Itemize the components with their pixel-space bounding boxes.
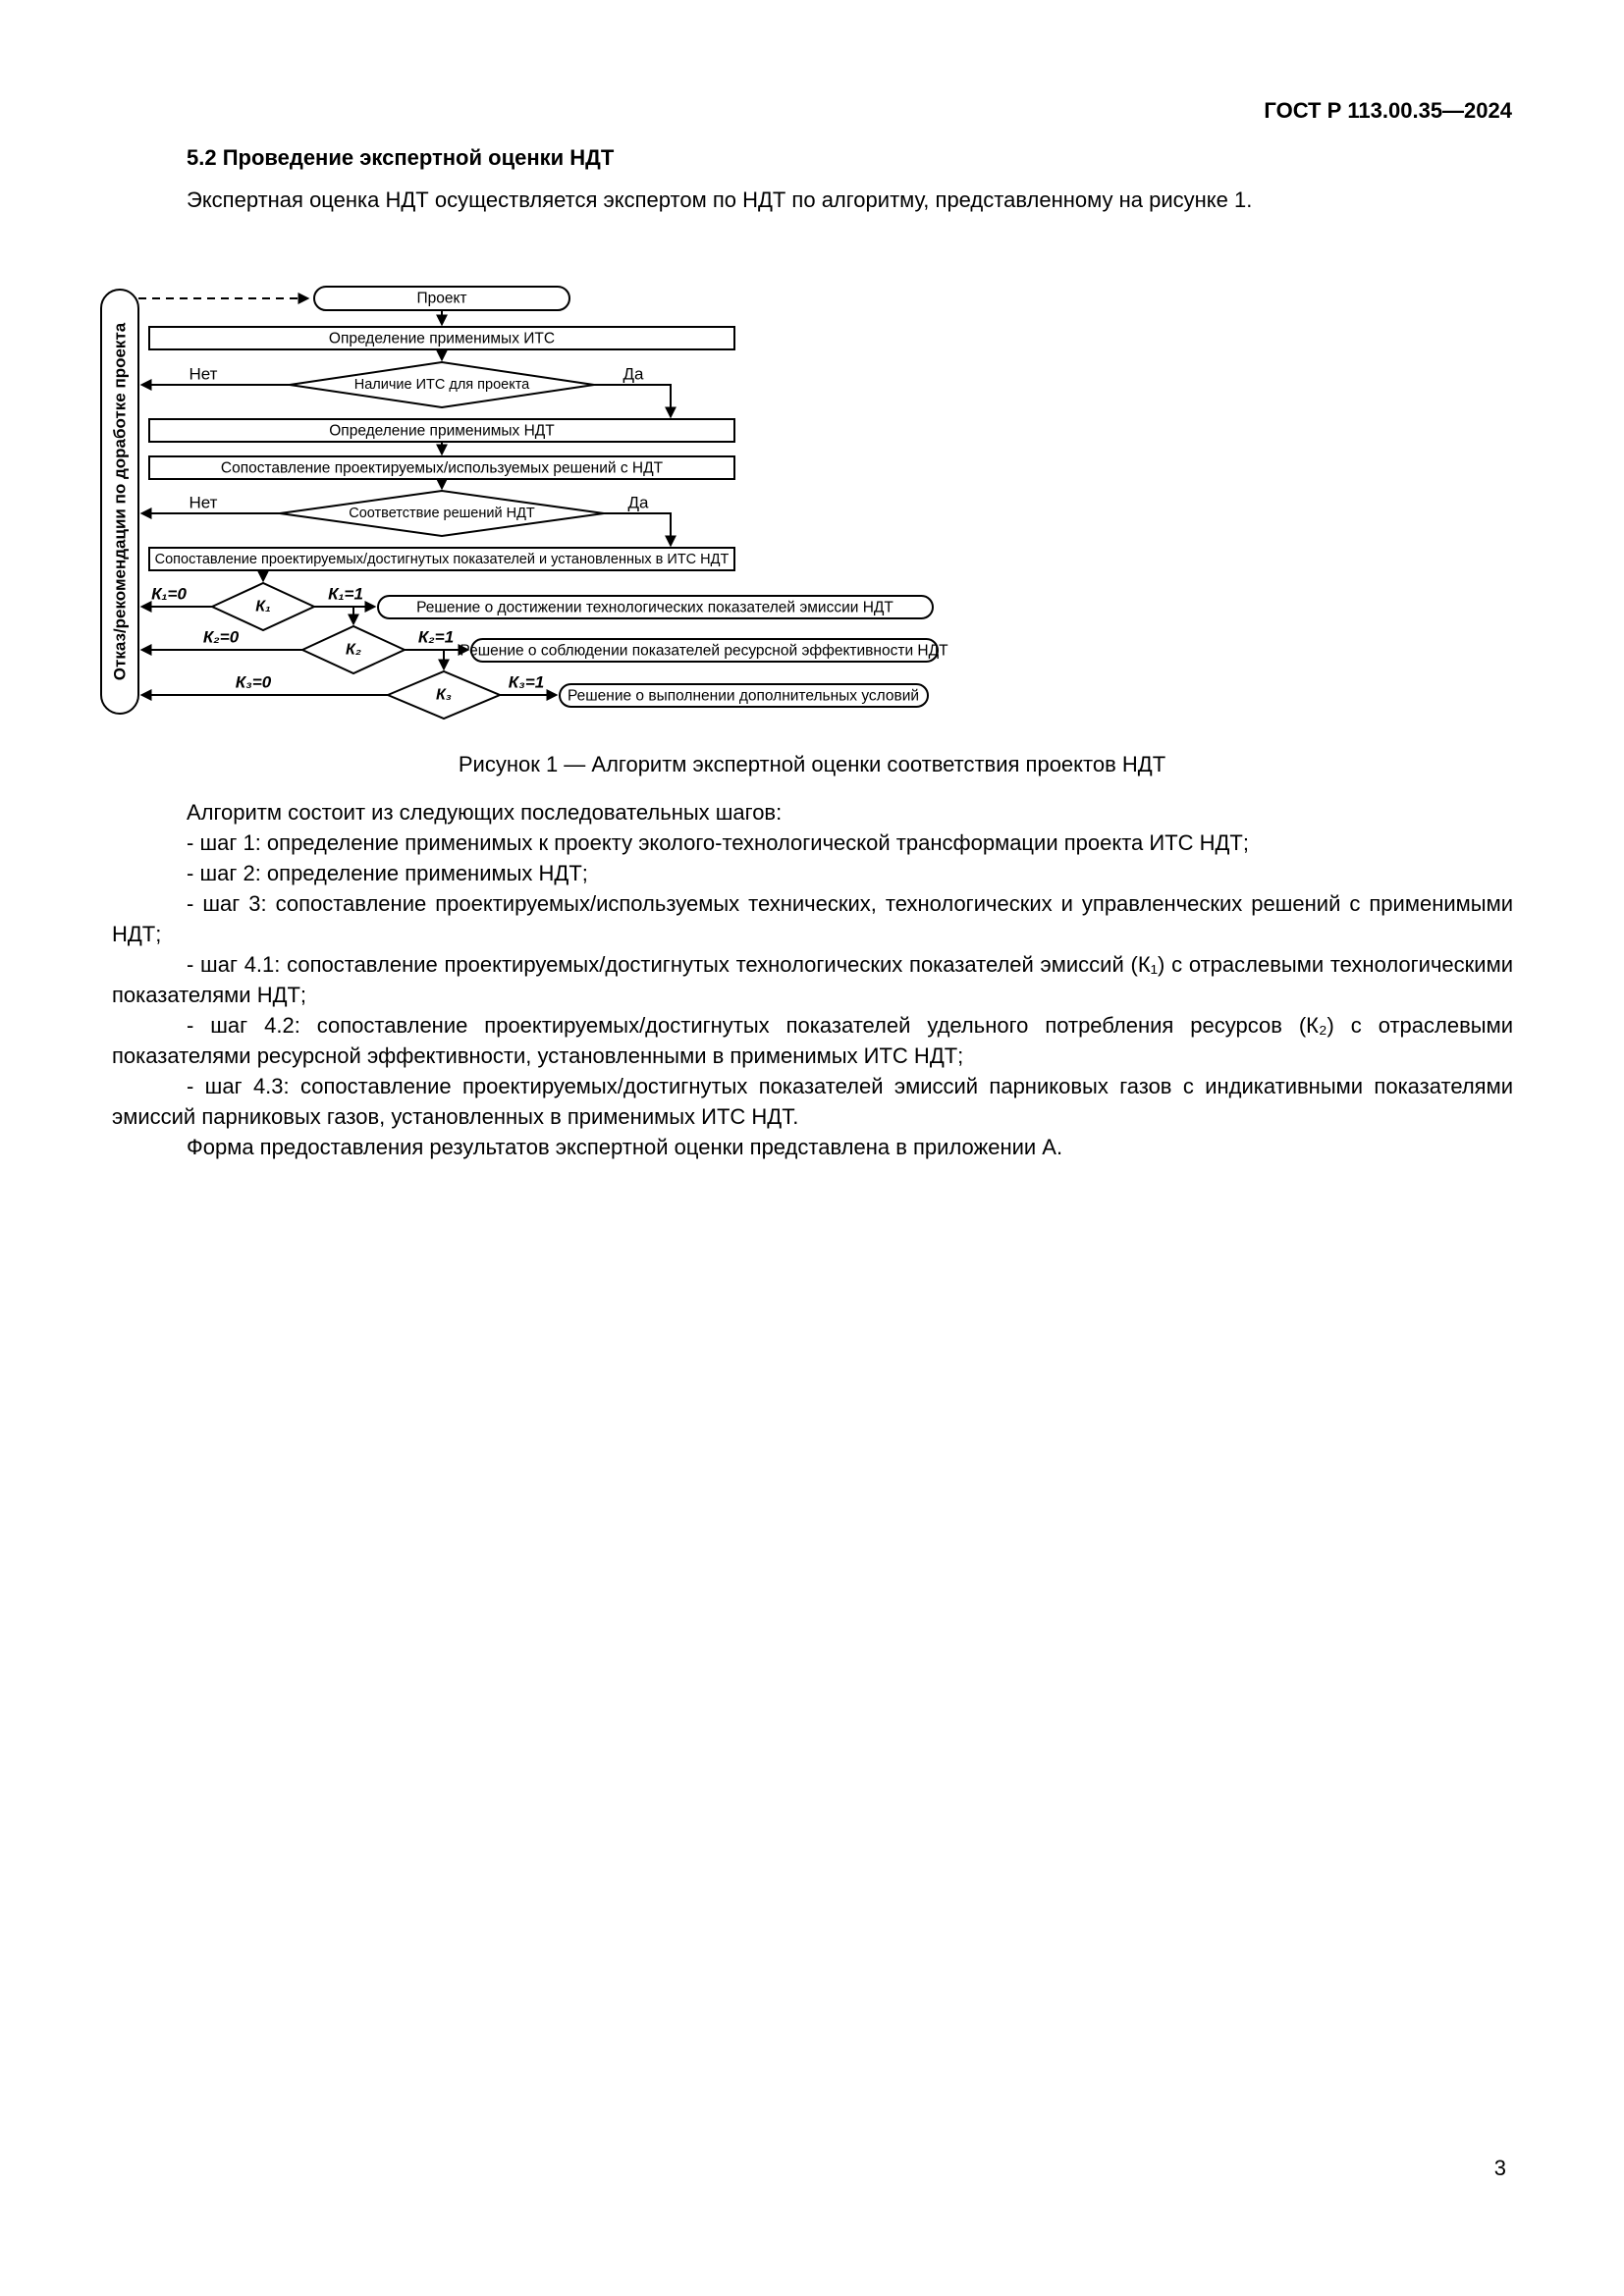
page-number: 3 bbox=[1493, 2156, 1506, 2180]
step-define-its-label: Определение применимых ИТС bbox=[328, 330, 556, 347]
paragraph-step-3: - шаг 3: сопоставление проектируемых/используемых технических, технологических и управленческих решений с применимыми НДТ; bbox=[112, 891, 1513, 946]
k3-one-label: К₃=1 bbox=[508, 672, 545, 692]
start-label: Проект bbox=[416, 290, 467, 307]
connector-decision2-yes bbox=[604, 513, 671, 545]
doc-number: ГОСТ Р 113.00.35—2024 bbox=[1264, 98, 1512, 123]
paragraph-step-4-2: - шаг 4.2: сопоставление проектируемых/достигнутых показателей удельного потребления ресурсов (К₂) с отраслевыми показателями ресурсной эффективности, установленными в применимых ИТС НДТ; bbox=[112, 1013, 1513, 1068]
decision1-yes-label: Да bbox=[623, 364, 644, 384]
intro-paragraph: Экспертная оценка НДТ осуществляется экспертом по НДТ по алгоритму, представленному на рисунке 1. bbox=[187, 187, 1253, 212]
paragraph-step-1: - шаг 1: определение применимых к проекту эколого-технологической трансформации проекта ИТС НДТ; bbox=[187, 830, 1249, 855]
body-text bbox=[112, 797, 1513, 1162]
paragraph-closing: Форма предоставления результатов экспертной оценки представлена в приложении А. bbox=[187, 1135, 1063, 1159]
k1-label: К₁ bbox=[255, 598, 271, 615]
k2-label: К₂ bbox=[346, 641, 361, 659]
paragraph-step-2: - шаг 2: определение применимых НДТ; bbox=[187, 861, 588, 885]
section-heading: 5.2 Проведение экспертной оценки НДТ bbox=[187, 145, 615, 170]
result-emission-label: Решение о достижении технологических показателей эмиссии НДТ bbox=[416, 599, 893, 616]
k1-one-label: К₁=1 bbox=[328, 584, 363, 604]
reject-rail-label: Отказ/рекомендации по доработке проекта bbox=[110, 322, 130, 681]
step-define-ndt-label: Определение применимых НДТ bbox=[329, 422, 555, 440]
result-resource-label: Решение о соблюдении показателей ресурсной эффективности НДТ bbox=[460, 642, 948, 660]
paragraph-step-4-1: - шаг 4.1: сопоставление проектируемых/достигнутых технологических показателей эмиссий (К₁) с отраслевыми технологическими показателями НДТ; bbox=[112, 952, 1513, 1007]
k2-one-label: К₂=1 bbox=[417, 627, 455, 647]
decision2-yes-label: Да bbox=[627, 493, 649, 512]
k1-zero-label: К₁=0 bbox=[151, 584, 187, 604]
paragraph-step-4-3: - шаг 4.3: сопоставление проектируемых/достигнутых показателей эмиссий парниковых газов с индикативными показателями эмиссий парниковых газов, установленных в применимых ИТС НДТ. bbox=[112, 1074, 1513, 1129]
k3-label: К₃ bbox=[435, 686, 453, 704]
step-compare-indicators-label: Сопоставление проектируемых/достигнутых показателей и установленных в ИТС НДТ bbox=[154, 552, 730, 567]
figure-caption: Рисунок 1 — Алгоритм экспертной оценки соответствия проектов НДТ bbox=[458, 752, 1166, 776]
decision-its-label: Наличие ИТС для проекта bbox=[353, 377, 530, 393]
result-additional-label: Решение о выполнении дополнительных условий bbox=[567, 687, 920, 705]
decision-solutions-label: Соответствие решений НДТ bbox=[349, 506, 535, 521]
step-compare-solutions-label: Сопоставление проектируемых/используемых решений с НДТ bbox=[220, 459, 664, 477]
paragraph-intro: Алгоритм состоит из следующих последовательных шагов: bbox=[187, 800, 783, 825]
decision2-no-label: Нет bbox=[189, 493, 218, 512]
decision1-no-label: Нет bbox=[189, 364, 218, 384]
k2-zero-label: К₂=0 bbox=[202, 627, 240, 647]
connector-decision1-yes bbox=[594, 385, 671, 416]
k3-zero-label: К₃=0 bbox=[235, 672, 272, 692]
flowchart-figure bbox=[0, 280, 1624, 731]
